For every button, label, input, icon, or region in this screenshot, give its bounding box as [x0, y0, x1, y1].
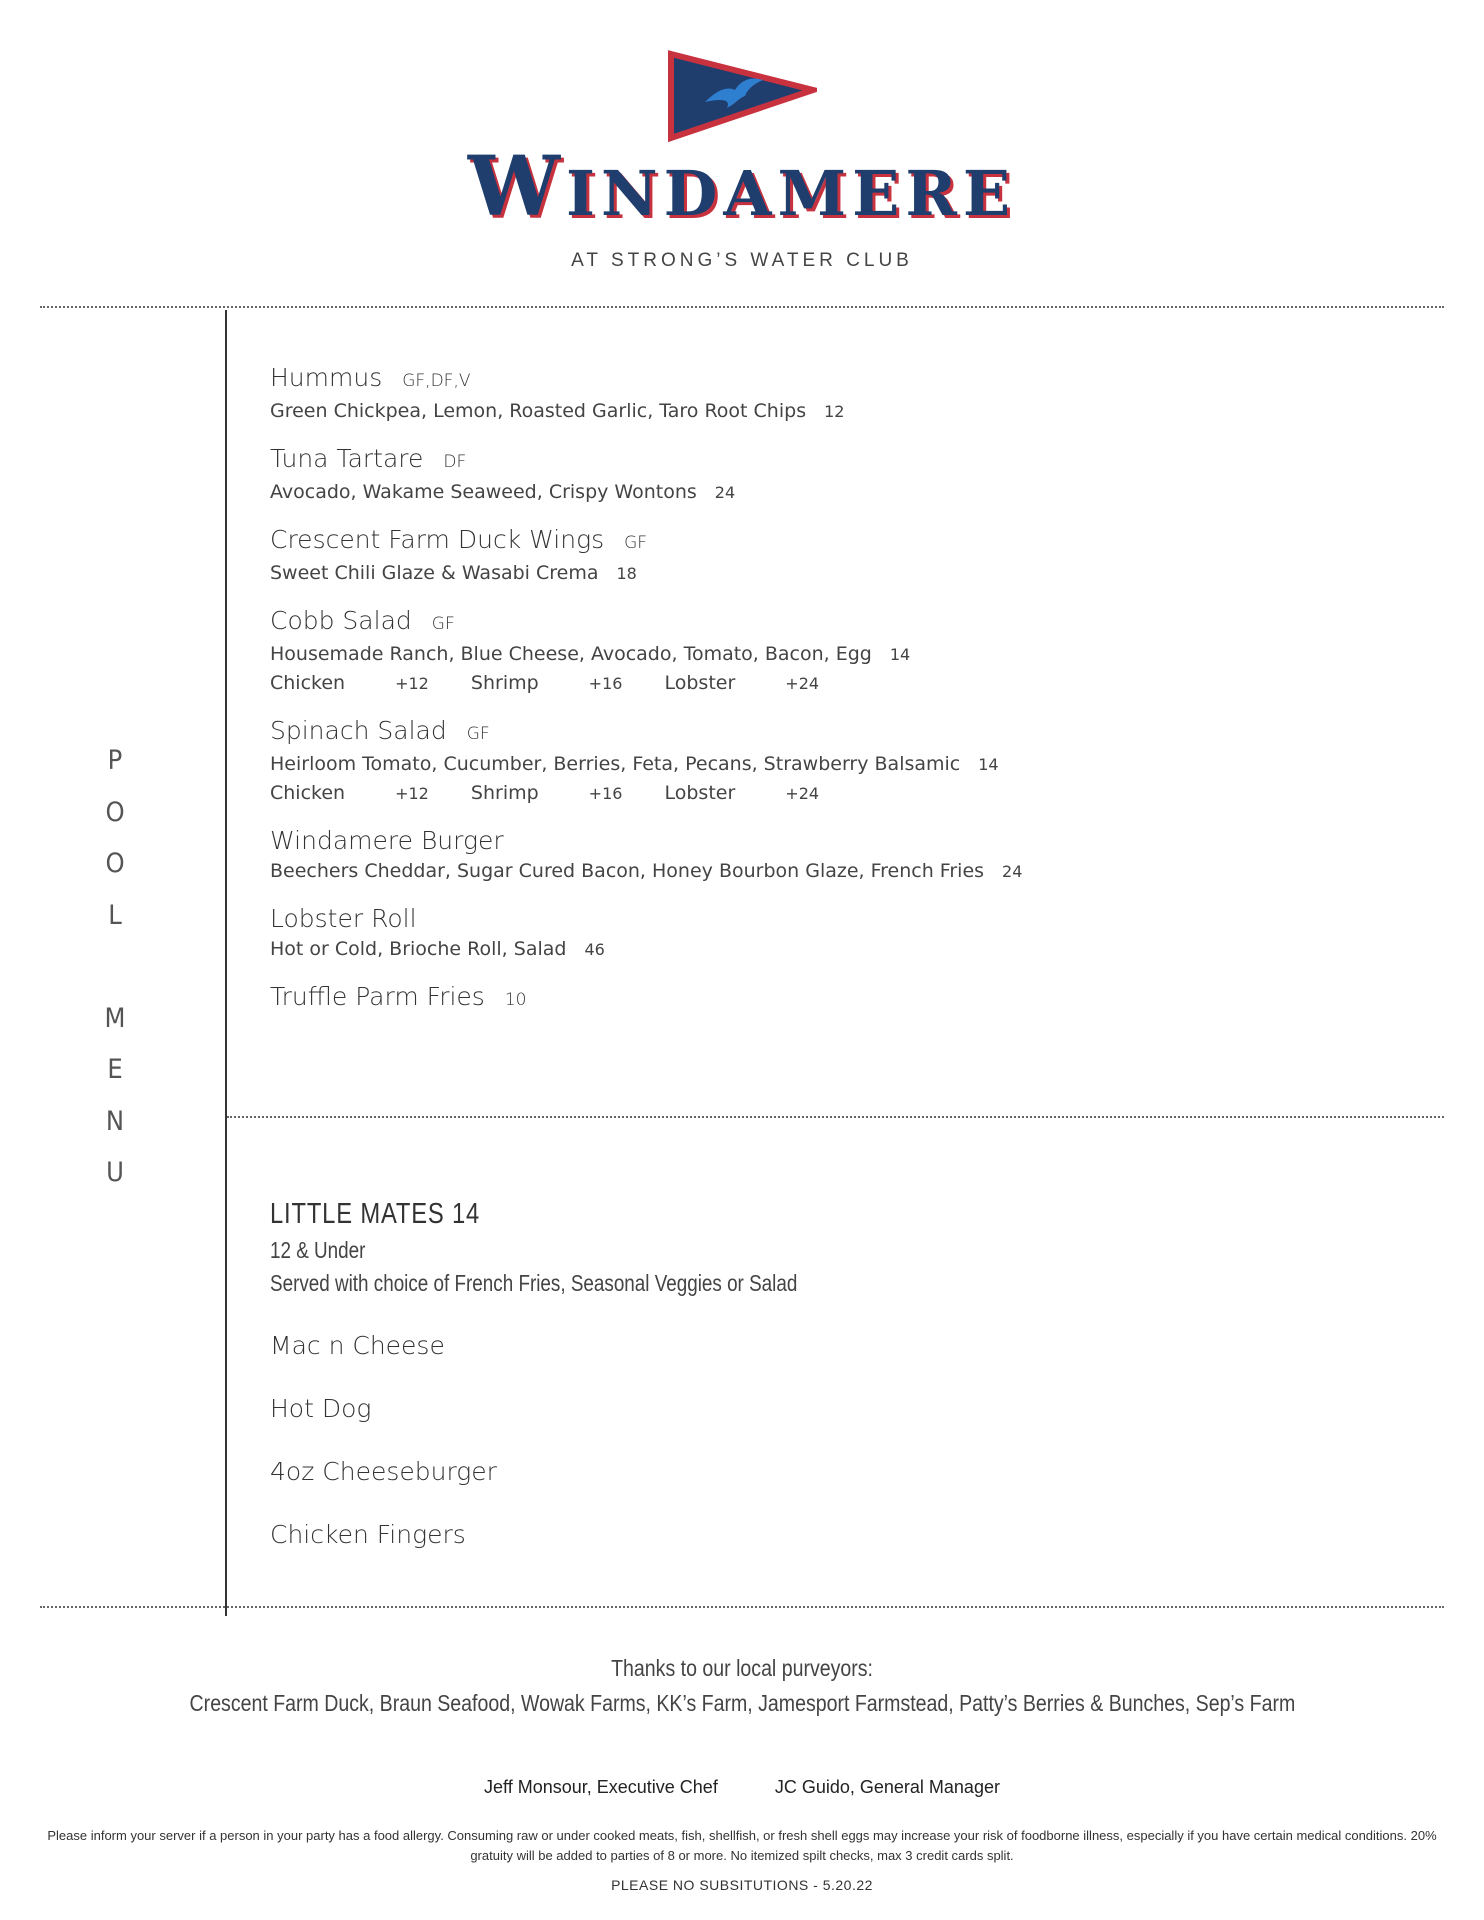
- menu-item-hummus: [270, 362, 1420, 426]
- kids-item: 4oz Cheeseburger: [270, 1457, 497, 1486]
- side-letter: U: [106, 1157, 124, 1188]
- item-price: 24: [714, 483, 736, 502]
- item-price: 10: [504, 990, 527, 1010]
- item-desc: Heirloom Tomato, Cucumber, Berries, Feta, Pecans, Strawberry Balsamic: [270, 753, 961, 775]
- side-letter: O: [105, 848, 125, 879]
- purveyors-list: Crescent Farm Duck, Braun Seafood, Wowak Farms, KK’s Farm, Jamesport Farmstead, Patty’s Berries & Bunches, Sep’s Farm: [189, 1690, 1295, 1716]
- item-name: Truffle Parm Fries: [270, 982, 485, 1011]
- addon-label: Chicken: [270, 782, 346, 804]
- side-letter: L: [108, 899, 122, 931]
- menu-item-duck-wings: [270, 524, 1420, 588]
- item-desc: Beechers Cheddar, Sugar Cured Bacon, Honey Bourbon Glaze, French Fries: [270, 860, 985, 882]
- staff-line: [0, 1777, 1484, 1798]
- item-price: 18: [616, 564, 637, 583]
- item-desc: Hot or Cold, Brioche Roll, Salad: [270, 938, 567, 960]
- item-price: 14: [889, 645, 911, 664]
- executive-chef: Jeff Monsour, Executive Chef: [484, 1777, 718, 1797]
- item-name: Lobster Roll: [270, 904, 417, 933]
- item-tag: GF,DF,V: [402, 371, 471, 391]
- thanks-heading: Thanks to our local purveyors:: [611, 1655, 873, 1681]
- item-price: 14: [978, 755, 999, 774]
- addon-label: Shrimp: [470, 672, 539, 694]
- addon-label: Lobster: [664, 782, 736, 804]
- item-price: 24: [1002, 862, 1023, 881]
- general-manager: JC Guido, General Manager: [774, 1777, 1000, 1797]
- item-name: Tuna Tartare: [270, 444, 424, 473]
- brand-initial: W: [467, 139, 566, 235]
- item-name: Hummus: [270, 363, 383, 392]
- bottom-divider: [40, 1606, 1444, 1608]
- side-letter: E: [107, 1054, 123, 1085]
- side-letter: N: [105, 1105, 125, 1137]
- vertical-rule: [225, 310, 227, 1616]
- pool-menu-vertical-label: [95, 735, 135, 1199]
- item-tag: GF: [431, 614, 455, 634]
- brand-rest: INDAMERE: [565, 157, 1017, 230]
- side-letter: [95, 941, 135, 993]
- menu-item-tuna-tartare: [270, 443, 1420, 507]
- item-desc: Green Chickpea, Lemon, Roasted Garlic, Taro Root Chips: [270, 400, 807, 422]
- item-name: Windamere Burger: [270, 826, 504, 855]
- addon-price: +12: [395, 784, 429, 803]
- logo-block: [0, 50, 1484, 272]
- allergy-notice: Please inform your server if a person in your party has a food allergy. Consuming raw or under cooked meats, fish, shellfish, or fresh shell eggs may increase your risk of foodborne illness, especially if you have certain medical conditions. 20% gratuity will be added to parties of 8 or more. No itemized spilt checks, max 3 credit cards split.: [47, 1828, 1437, 1863]
- item-price: 46: [584, 940, 605, 959]
- brand-wordmark: [0, 139, 1484, 235]
- kids-age: 12 & Under: [270, 1237, 366, 1263]
- item-desc: Avocado, Wakame Seaweed, Crispy Wontons: [270, 481, 697, 503]
- menu-item-lobster-roll: [270, 903, 1420, 964]
- item-desc: Sweet Chili Glaze & Wasabi Crema: [270, 562, 599, 584]
- menu-item-cobb-salad: [270, 605, 1420, 698]
- kids-title: LITTLE MATES 14: [270, 1198, 481, 1230]
- item-desc: Housemade Ranch, Blue Cheese, Avocado, Tomato, Bacon, Egg: [270, 643, 872, 665]
- item-name: Cobb Salad: [270, 606, 412, 635]
- item-price: 12: [824, 402, 845, 421]
- mid-divider: [227, 1116, 1444, 1118]
- pennant-bird-icon: [667, 50, 817, 142]
- kids-item: Hot Dog: [270, 1394, 372, 1423]
- item-tag: GF: [624, 533, 648, 553]
- item-name: Spinach Salad: [270, 716, 447, 745]
- kids-served-note: Served with choice of French Fries, Seasonal Veggies or Salad: [270, 1270, 798, 1296]
- no-substitutions-note: PLEASE NO SUBSITUTIONS - 5.20.22: [611, 1877, 873, 1893]
- kids-item: Chicken Fingers: [270, 1520, 466, 1549]
- brand-tagline: AT STRONG’S WATER CLUB: [571, 250, 913, 271]
- item-tag: DF: [443, 452, 467, 472]
- item-tag: GF: [466, 724, 490, 744]
- addon-label: Chicken: [270, 672, 346, 694]
- addon-label: Lobster: [664, 672, 736, 694]
- side-letter: O: [105, 796, 125, 828]
- menu-items: [270, 362, 1420, 1033]
- menu-item-truffle-fries: [270, 981, 1420, 1016]
- addon-label: Shrimp: [470, 782, 539, 804]
- addon-price: +16: [588, 674, 623, 693]
- side-letter: M: [104, 1002, 126, 1034]
- addon-price: +24: [785, 784, 820, 803]
- menu-item-spinach-salad: [270, 715, 1420, 808]
- kids-item: Mac n Cheese: [270, 1331, 445, 1360]
- addon-row: [270, 779, 1420, 808]
- little-mates-section: [270, 1198, 913, 1549]
- menu-item-burger: [270, 825, 1420, 886]
- purveyors-block: [0, 1655, 1484, 1717]
- addon-price: +16: [588, 784, 623, 803]
- top-divider: [40, 306, 1444, 308]
- addon-price: +12: [395, 674, 429, 693]
- addon-price: +24: [785, 674, 820, 693]
- item-name: Crescent Farm Duck Wings: [270, 525, 605, 554]
- addon-row: [270, 669, 1420, 698]
- side-letter: P: [107, 745, 123, 776]
